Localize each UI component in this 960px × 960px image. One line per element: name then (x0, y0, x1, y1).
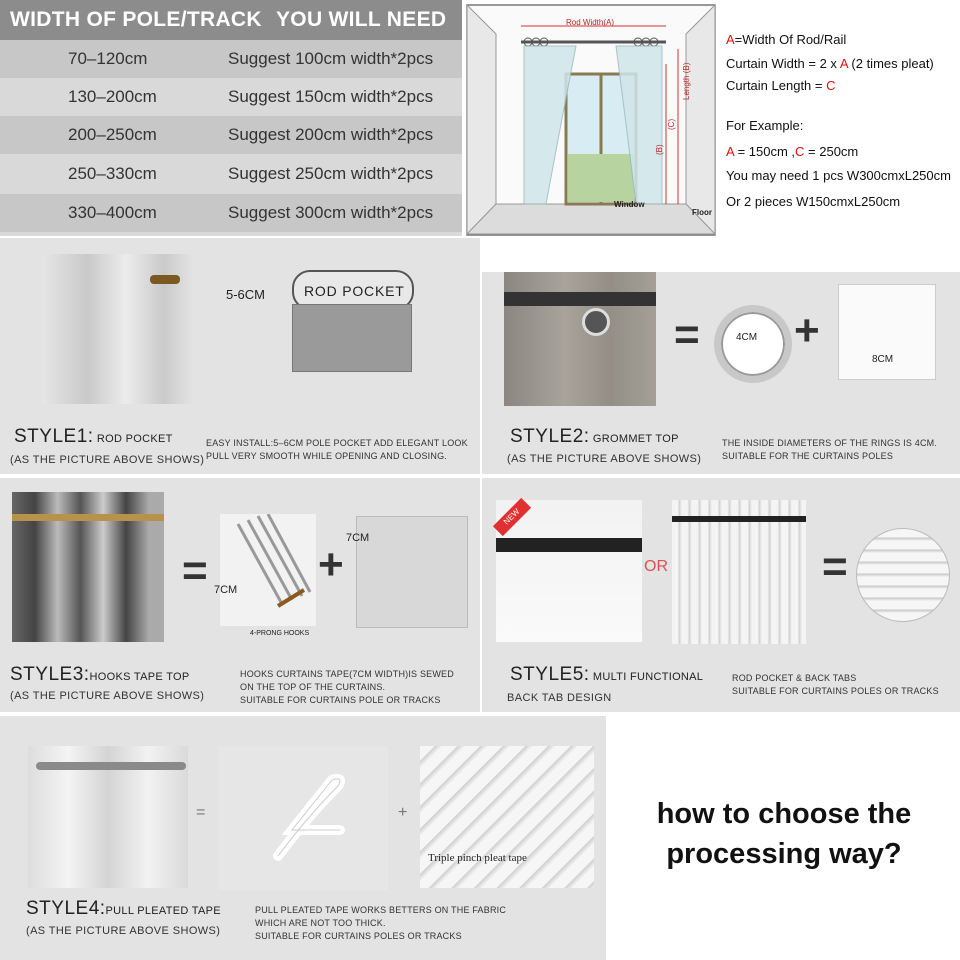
plus-sign: + (318, 540, 344, 589)
style3-desc2: ON THE TOP OF THE CURTAINS. (240, 682, 386, 692)
ring-diameter: 4CM (736, 332, 758, 343)
curtain-rod (672, 516, 806, 522)
pleated-rod (36, 762, 186, 770)
plus-sign: + (794, 306, 820, 355)
length-label: Length (B) (682, 62, 691, 100)
equals-sign: = (182, 546, 208, 595)
size-table-header (0, 0, 462, 42)
tape-hooks-photo (356, 516, 468, 628)
row-range: 330–400cm (68, 203, 157, 222)
def-curtain-length: Curtain Length = C (726, 78, 836, 93)
style2-title: STYLE2: GROMMET TOP (510, 426, 679, 447)
question-line2: processing way? (666, 838, 902, 870)
grommet-tape-photo (838, 284, 936, 380)
table-row (0, 116, 462, 154)
c-label: (C) (667, 118, 676, 130)
def-rod-width: A=Width Of Rod/Rail (726, 32, 847, 47)
plus-sign: + (398, 804, 408, 821)
style1-panel (0, 238, 480, 474)
row-need: Suggest 200cm width*2pcs (228, 125, 434, 144)
question-line1: how to choose the (656, 798, 912, 830)
style1-sub: (AS THE PICTURE ABOVE SHOWS) (10, 454, 205, 466)
style3-desc1: HOOKS CURTAINS TAPE(7CM WIDTH)IS SEWED (240, 669, 454, 679)
style4-title: STYLE4:PULL PLEATED TAPE (26, 898, 221, 919)
back-tab-photo (496, 500, 642, 642)
equals-sign: = (196, 804, 206, 821)
rod-finial-icon (150, 275, 180, 284)
style2-sub: (AS THE PICTURE ABOVE SHOWS) (507, 453, 702, 465)
equals-sign: = (822, 542, 848, 591)
or-label: OR (644, 558, 668, 575)
window-diagram (466, 4, 716, 236)
style5-desc2: SUITABLE FOR CURTAINS POLES OR TRACKS (732, 686, 939, 696)
row-range: 200–250cm (68, 125, 157, 144)
curtain-pole (12, 514, 164, 521)
pocket-fabric (292, 304, 412, 372)
style4-desc1: PULL PLEATED TAPE WORKS BETTERS ON THE FABRIC (255, 905, 507, 915)
row-need: Suggest 250cm width*2pcs (228, 164, 434, 183)
style5-title: STYLE5: MULTI FUNCTIONAL (510, 664, 704, 685)
table-row (0, 194, 462, 232)
row-range: 250–330cm (68, 164, 157, 183)
tape-dimension: 7CM (346, 532, 370, 544)
equals-sign: = (674, 310, 700, 359)
style3-sub: (AS THE PICTURE ABOVE SHOWS) (10, 690, 205, 702)
example-title: For Example: (726, 118, 804, 133)
back-tab-rod (496, 538, 642, 552)
row-need: Suggest 150cm width*2pcs (228, 87, 434, 106)
style1-desc1: EASY INSTALL:5–6CM POLE POCKET ADD ELEGANT LOOK (206, 438, 468, 448)
style4-desc2: WHICH ARE NOT TOO THICK. (255, 918, 386, 928)
table-row (0, 40, 462, 78)
pleat-hook-photo (218, 746, 388, 890)
ring-icon (714, 305, 792, 383)
style5-panel (482, 478, 960, 712)
b-label: (B) (655, 144, 664, 155)
question-heading (612, 794, 956, 874)
header-width: WIDTH OF POLE/TRACK (10, 8, 262, 31)
def-curtain-width: Curtain Width = 2 x A (2 times pleat) (726, 56, 934, 71)
tape-roll-icon (856, 528, 950, 622)
grommet-rod (504, 292, 656, 306)
rod-width-label: Rod Width(A) (566, 18, 615, 27)
style5-sub: BACK TAB DESIGN (507, 692, 612, 704)
style4-sub: (AS THE PICTURE ABOVE SHOWS) (26, 925, 221, 937)
example-need-1: You may need 1 pcs W300cmxL250cm (726, 168, 951, 183)
style3-panel (0, 478, 480, 712)
floor-label: Floor (692, 208, 712, 217)
new-badge: NEW (493, 498, 531, 536)
header-need: YOU WILL NEED (276, 8, 447, 31)
pleat-hook-drawing (218, 746, 388, 890)
style4-panel (0, 716, 606, 960)
example-values: A = 150cm ,C = 250cm (726, 144, 859, 159)
style3-desc3: SUITABLE FOR CURTAINS POLE OR TRACKS (240, 695, 441, 705)
style1-title: STYLE1: ROD POCKET (14, 426, 173, 447)
row-range: 70–120cm (68, 49, 148, 68)
pinch-pleat-tape-photo (420, 746, 594, 888)
hook-dimension: 7CM (214, 584, 238, 596)
style1-desc2: PULL VERY SMOOTH WHILE OPENING AND CLOSING. (206, 451, 447, 461)
hook-drawing (220, 514, 316, 626)
rod-pocket-label: ROD POCKET (304, 283, 405, 299)
style5-desc1: ROD POCKET & BACK TABS (732, 673, 857, 683)
tape-width: 8CM (872, 354, 894, 365)
row-need: Suggest 300cm width*2pcs (228, 203, 434, 222)
table-row (0, 155, 462, 193)
window-label: Window (614, 200, 645, 209)
style2-desc1: THE INSIDE DIAMETERS OF THE RINGS IS 4CM. (722, 438, 938, 448)
example-need-2: Or 2 pieces W150cmxL250cm (726, 194, 901, 209)
row-need: Suggest 100cm width*2pcs (228, 49, 434, 68)
style4-desc3: SUITABLE FOR CURTAINS POLES OR TRACKS (255, 931, 462, 941)
grommet-ring-icon (582, 308, 610, 336)
style3-title: STYLE3:HOOKS TAPE TOP (10, 664, 190, 685)
size-table (0, 0, 462, 236)
table-row (0, 78, 462, 116)
style2-panel (482, 272, 960, 474)
hook-label: 4-PRONG HOOKS (250, 630, 310, 637)
row-range: 130–200cm (68, 87, 157, 106)
style2-desc2: SUITABLE FOR THE CURTAINS POLES (722, 451, 894, 461)
pinch-tape-label: Triple pinch pleat tape (428, 852, 527, 864)
measurement-diagram-panel (462, 0, 960, 270)
prong-hooks-photo (220, 514, 316, 626)
pocket-dimension: 5-6CM (226, 287, 266, 302)
